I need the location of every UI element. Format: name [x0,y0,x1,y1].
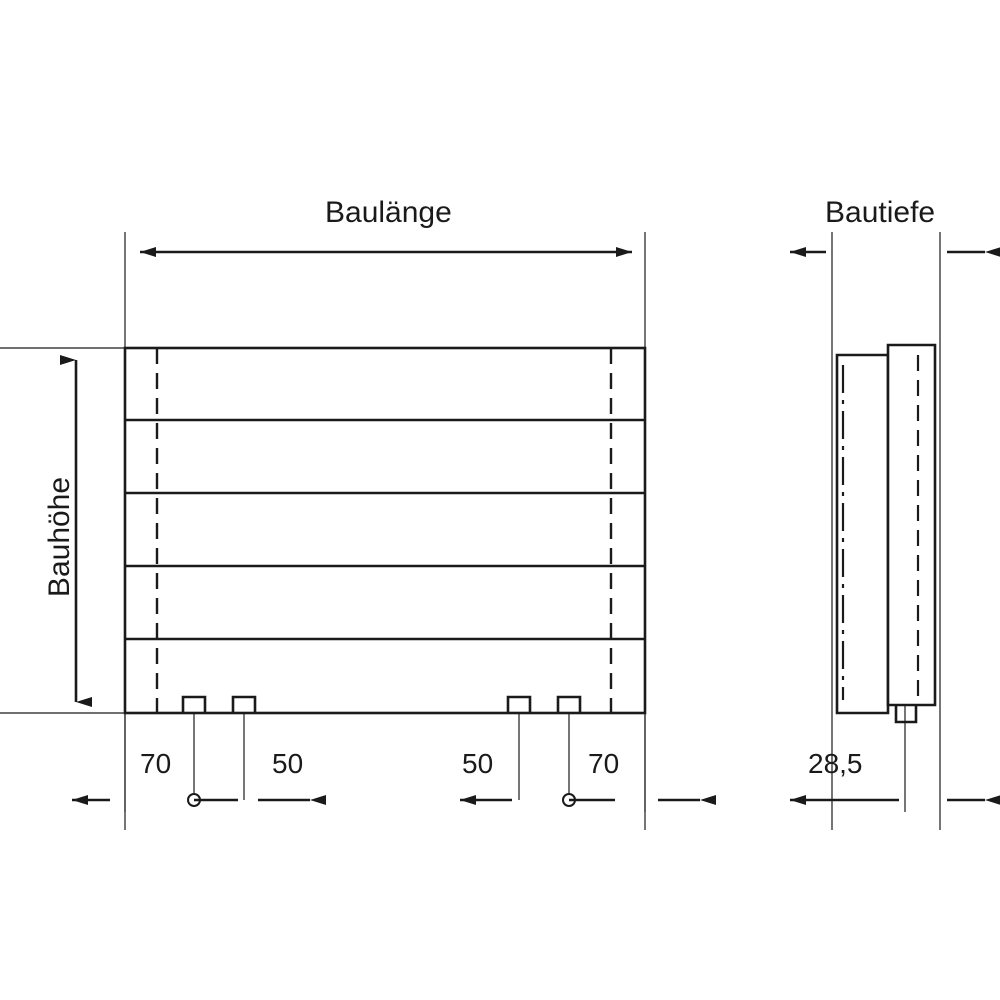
radiator-front-body [125,348,645,713]
label-bautiefe: Bautiefe [825,196,936,229]
label-dim-70-right: 70 [588,748,620,779]
side-view-group [790,232,985,830]
label-baulaenge: Baulänge [325,196,452,229]
front-view-group [0,232,700,830]
label-dim-70-left: 70 [140,748,172,779]
radiator-side-body [837,345,935,713]
label-bauhoehe: Bauhöhe [43,476,76,598]
label-dim-50-right: 50 [462,748,494,779]
label-dim-28-5: 28,5 [808,748,863,779]
side-bottom-connector [896,705,916,722]
mounting-hole-marks [188,794,575,806]
label-dim-50-left: 50 [272,748,304,779]
